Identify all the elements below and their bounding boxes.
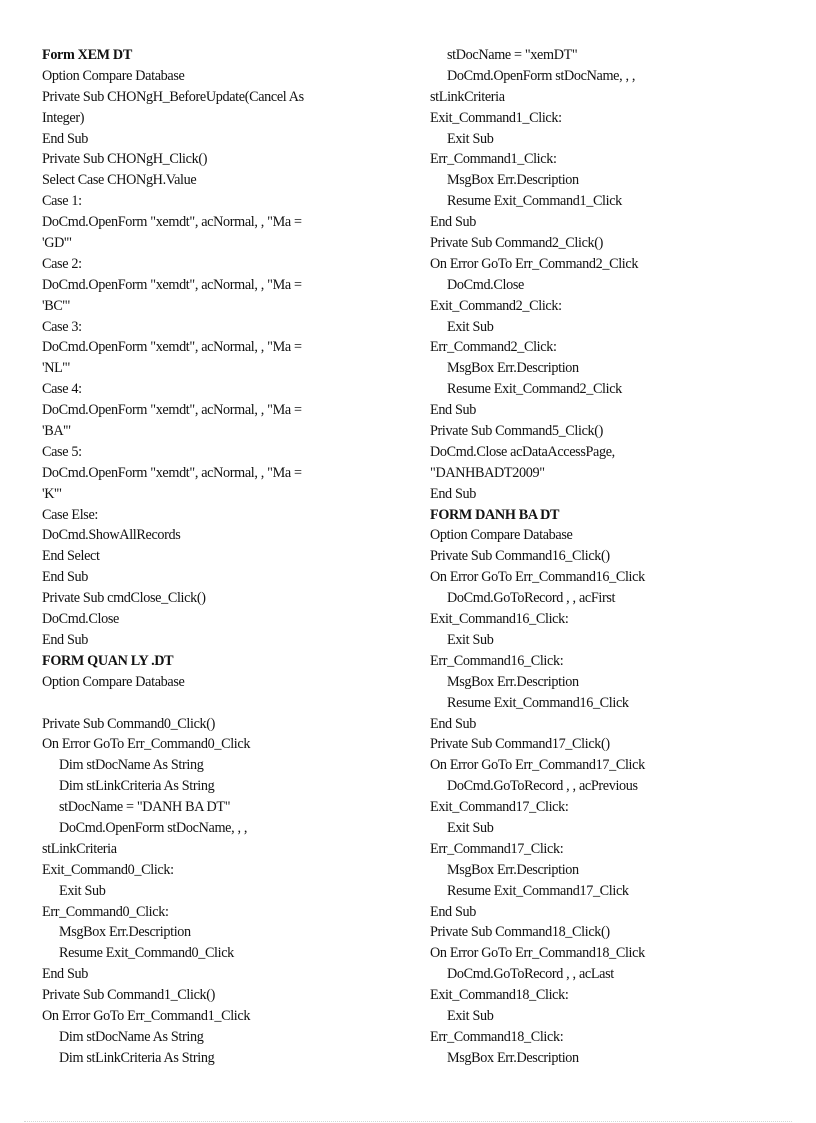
- code-line: Private Sub cmdClose_Click(): [42, 590, 206, 607]
- code-line: Case 5:: [42, 443, 82, 460]
- code-line: Select Case CHONgH.Value: [42, 172, 197, 189]
- code-line: 'NL'": [42, 360, 71, 377]
- code-line: DoCmd.GoToRecord , , acPrevious: [447, 778, 638, 795]
- code-line: stDocName = "xemDT": [447, 47, 578, 63]
- code-line: MsgBox Err.Description: [447, 172, 579, 189]
- code-line: Err_Command1_Click:: [430, 151, 557, 168]
- code-line: MsgBox Err.Description: [447, 861, 579, 878]
- code-line: Option Compare Database: [42, 67, 185, 84]
- code-line: DoCmd.GoToRecord , , acLast: [447, 966, 614, 983]
- code-line: Private Sub Command0_Click(): [42, 715, 216, 732]
- code-line: "DANHBADT2009": [430, 464, 545, 481]
- code-line: MsgBox Err.Description: [447, 673, 579, 690]
- code-line: On Error GoTo Err_Command16_Click: [430, 569, 645, 586]
- code-line: DoCmd.ShowAllRecords: [42, 527, 181, 544]
- code-line: DoCmd.Close: [447, 276, 524, 293]
- code-line: Option Compare Database: [42, 673, 185, 690]
- code-line: DoCmd.OpenForm "xemdt", acNormal, , "Ma =: [42, 276, 302, 293]
- code-line: On Error GoTo Err_Command2_Click: [430, 255, 639, 272]
- code-line: End Sub: [430, 715, 477, 732]
- code-line: Dim stDocName As String: [59, 1028, 204, 1045]
- code-line: Resume Exit_Command16_Click: [447, 694, 629, 711]
- code-column-left: [42, 45, 387, 1069]
- code-line: End Sub: [42, 966, 89, 983]
- code-line: On Error GoTo Err_Command0_Click: [42, 736, 251, 753]
- code-line: End Sub: [42, 130, 89, 147]
- code-line: Case 2:: [42, 255, 82, 272]
- code-line: Exit Sub: [447, 130, 494, 147]
- code-line: End Sub: [430, 402, 477, 419]
- code-line: End Sub: [42, 569, 89, 586]
- code-line: MsgBox Err.Description: [447, 360, 579, 377]
- code-line: On Error GoTo Err_Command17_Click: [430, 757, 645, 774]
- code-line: Exit_Command1_Click:: [430, 109, 562, 126]
- code-line: Dim stLinkCriteria As String: [59, 778, 215, 795]
- code-line: On Error GoTo Err_Command18_Click: [430, 945, 645, 962]
- code-line: Option Compare Database: [430, 527, 573, 544]
- code-line: Case 1:: [42, 193, 82, 210]
- code-line: stLinkCriteria: [430, 88, 505, 105]
- code-line: Exit Sub: [447, 1007, 494, 1024]
- section-heading: FORM DANH BA DT: [430, 506, 560, 523]
- code-line: Err_Command2_Click:: [430, 339, 557, 356]
- code-line: MsgBox Err.Description: [59, 924, 191, 941]
- code-line: DoCmd.OpenForm stDocName, , ,: [447, 67, 636, 84]
- code-line: End Sub: [430, 214, 477, 231]
- code-line: Resume Exit_Command2_Click: [447, 381, 622, 398]
- section-heading: Form XEM DT: [42, 47, 132, 63]
- code-line: Exit_Command2_Click:: [430, 297, 562, 314]
- section-heading: FORM QUAN LY .DT: [42, 652, 174, 669]
- code-line: Dim stDocName As String: [59, 757, 204, 774]
- code-line: Err_Command17_Click:: [430, 840, 564, 857]
- code-line: Case Else:: [42, 506, 98, 523]
- code-line: Exit_Command16_Click:: [430, 611, 569, 628]
- code-line: 'BC'": [42, 297, 71, 314]
- code-line: Dim stLinkCriteria As String: [59, 1049, 215, 1066]
- code-line: Exit Sub: [59, 882, 106, 899]
- code-line: Private Sub Command17_Click(): [430, 736, 610, 753]
- code-line: DoCmd.OpenForm "xemdt", acNormal, , "Ma =: [42, 339, 302, 356]
- code-line: Resume Exit_Command17_Click: [447, 882, 629, 899]
- code-line: DoCmd.Close: [42, 611, 119, 628]
- code-line: Exit_Command17_Click:: [430, 799, 569, 816]
- code-line: DoCmd.GoToRecord , , acFirst: [447, 590, 616, 607]
- code-line: Exit Sub: [447, 318, 494, 335]
- code-line: DoCmd.OpenForm stDocName, , ,: [59, 819, 248, 836]
- code-line: Private Sub CHONgH_BeforeUpdate(Cancel As: [42, 88, 304, 105]
- code-line: End Sub: [42, 631, 89, 648]
- code-line: Case 4:: [42, 381, 82, 398]
- code-line: Err_Command16_Click:: [430, 652, 564, 669]
- code-line: Exit Sub: [447, 819, 494, 836]
- code-line: stDocName = "DANH BA DT": [59, 799, 231, 816]
- code-line: Resume Exit_Command0_Click: [59, 945, 234, 962]
- blank-line: [42, 693, 387, 714]
- code-line: On Error GoTo Err_Command1_Click: [42, 1007, 251, 1024]
- code-line: MsgBox Err.Description: [447, 1049, 579, 1066]
- code-line: Integer): [42, 109, 85, 126]
- code-line: 'K'": [42, 485, 62, 502]
- code-line: Private Sub Command2_Click(): [430, 235, 604, 252]
- code-line: Exit_Command18_Click:: [430, 987, 569, 1004]
- page-bottom-rule: [24, 1121, 792, 1122]
- code-line: Case 3:: [42, 318, 82, 335]
- code-line: Err_Command18_Click:: [430, 1028, 564, 1045]
- code-line: DoCmd.OpenForm "xemdt", acNormal, , "Ma =: [42, 214, 302, 231]
- code-line: Private Sub Command16_Click(): [430, 548, 610, 565]
- code-line: Private Sub CHONgH_Click(): [42, 151, 208, 168]
- code-line: DoCmd.Close acDataAccessPage,: [430, 443, 615, 460]
- code-line: DoCmd.OpenForm "xemdt", acNormal, , "Ma =: [42, 402, 302, 419]
- code-line: stLinkCriteria: [42, 840, 117, 857]
- code-line: End Sub: [430, 485, 477, 502]
- code-column-right: [430, 45, 780, 1069]
- code-line: Private Sub Command1_Click(): [42, 987, 216, 1004]
- code-line: Exit_Command0_Click:: [42, 861, 174, 878]
- code-line: DoCmd.OpenForm "xemdt", acNormal, , "Ma =: [42, 464, 302, 481]
- code-line: Resume Exit_Command1_Click: [447, 193, 622, 210]
- code-line: Private Sub Command18_Click(): [430, 924, 610, 941]
- code-line: Exit Sub: [447, 631, 494, 648]
- code-line: 'BA'": [42, 423, 71, 440]
- code-line: Err_Command0_Click:: [42, 903, 169, 920]
- code-line: End Select: [42, 548, 100, 565]
- code-line: 'GD'": [42, 235, 72, 252]
- code-line: End Sub: [430, 903, 477, 920]
- code-line: Private Sub Command5_Click(): [430, 423, 604, 440]
